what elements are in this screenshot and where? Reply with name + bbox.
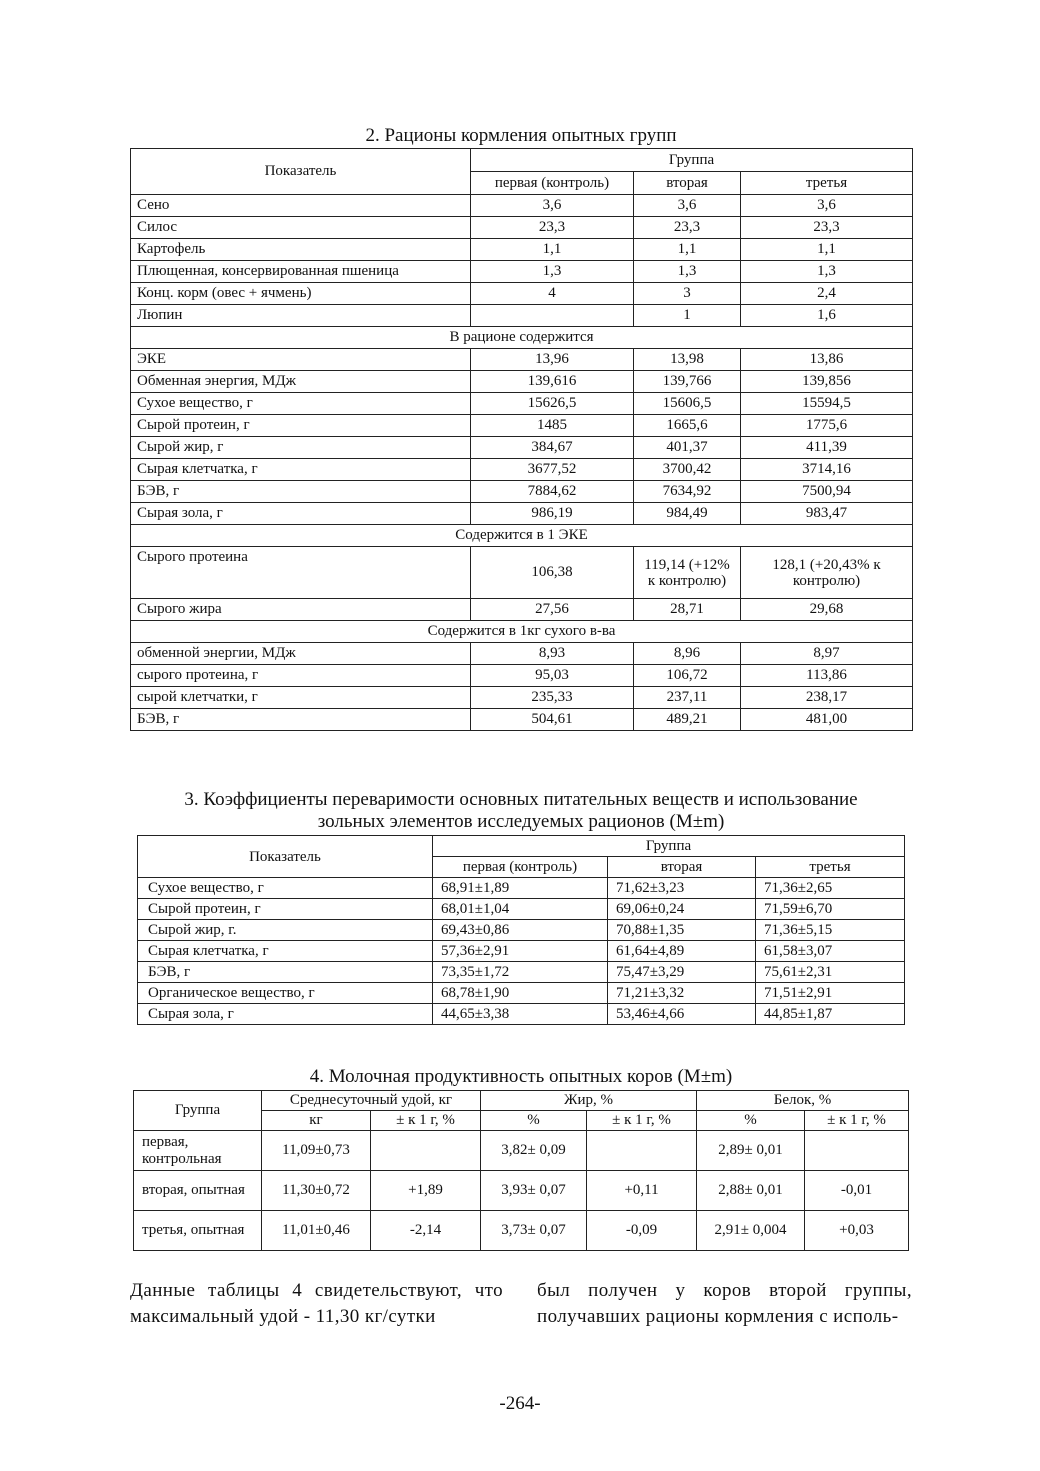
table-row: Сырая зола, г 44,65±3,38 53,46±4,66 44,85±1,87 xyxy=(138,1004,905,1025)
t4-sub-kg: кг xyxy=(262,1111,371,1131)
table-row: Сырого жира 27,56 28,71 29,68 xyxy=(131,599,913,621)
table2-title: 2. Рационы кормления опытных групп xyxy=(365,125,677,146)
t4-sub-pct2: % xyxy=(697,1111,805,1131)
t4-sub-diff1: ± к 1 г, % xyxy=(371,1111,481,1131)
table-row: обменной энергии, МДж 8,93 8,96 8,97 xyxy=(131,643,913,665)
t2-header-indicator: Показатель xyxy=(131,149,471,195)
t3-header-indicator: Показатель xyxy=(138,836,433,878)
table-row: Органическое вещество, г 68,78±1,90 71,21±3,32 71,51±2,91 xyxy=(138,983,905,1004)
table3-title-line1: 3. Коэффициенты переваримости основных питательных веществ и использование xyxy=(184,789,858,810)
table3-title-line2: зольных элементов исследуемых рационов (M±m) xyxy=(317,811,725,832)
t2-section-ration: В рационе содержится xyxy=(131,327,913,349)
table-row: Сырой протеин, г 68,01±1,04 69,06±0,24 71,59±6,70 xyxy=(138,899,905,920)
table-row: Сырой протеин, г 1485 1665,6 1775,6 xyxy=(131,415,913,437)
table-row: Силос 23,3 23,3 23,3 xyxy=(131,217,913,239)
table2 xyxy=(130,148,913,731)
t2-section-drymatter: Содержится в 1кг сухого в-ва xyxy=(131,621,913,643)
t4-sub-diff3: ± к 1 г, % xyxy=(805,1111,909,1131)
table-row: БЭВ, г 73,35±1,72 75,47±3,29 75,61±2,31 xyxy=(138,962,905,983)
t4-header-group: Группа xyxy=(134,1091,262,1131)
page-number: -264- xyxy=(499,1393,541,1414)
table-row: сырого протеина, г 95,03 106,72 113,86 xyxy=(131,665,913,687)
table-row: Сырая клетчатка, г 57,36±2,91 61,64±4,89 61,58±3,07 xyxy=(138,941,905,962)
table-row: Сухое вещество, г 15626,5 15606,5 15594,5 xyxy=(131,393,913,415)
table-row: Сырая зола, г 986,19 984,49 983,47 xyxy=(131,503,913,525)
t2-section-eke: Содержится в 1 ЭКЕ xyxy=(131,525,913,547)
t2-header-col3: третья xyxy=(741,172,913,195)
paragraph-left: Данные таблицы 4 свидетельствуют, что максимальный удой - 11,30 кг/сутки xyxy=(130,1280,503,1327)
table-row: Сухое вещество, г 68,91±1,89 71,62±3,23 71,36±2,65 xyxy=(138,878,905,899)
table3 xyxy=(137,835,905,1025)
table-row: Люпин 1 1,6 xyxy=(131,305,913,327)
table4-title: 4. Молочная продуктивность опытных коров (M±m) xyxy=(309,1066,733,1087)
t3-header-col3: третья xyxy=(756,857,905,878)
table-row: Сырого протеина 106,38 119,14 (+12% к контролю) 128,1 (+20,43% к контролю) xyxy=(131,547,913,599)
table-row: Сырой жир, г 384,67 401,37 411,39 xyxy=(131,437,913,459)
t2-header-col2: вторая xyxy=(634,172,741,195)
table-row: БЭВ, г 7884,62 7634,92 7500,94 xyxy=(131,481,913,503)
table-row: третья, опытная 11,01±0,46 -2,14 3,73± 0,07 -0,09 2,91± 0,004 +0,03 xyxy=(134,1211,909,1251)
t3-header-group: Группа xyxy=(433,836,905,857)
table-row: Конц. корм (овес + ячмень) 4 3 2,4 xyxy=(131,283,913,305)
t4-sub-diff2: ± к 1 г, % xyxy=(587,1111,697,1131)
table-row: ЭКЕ 13,96 13,98 13,86 xyxy=(131,349,913,371)
table-row: Картофель 1,1 1,1 1,1 xyxy=(131,239,913,261)
t4-header-fat: Жир, % xyxy=(481,1091,697,1111)
paragraph-right: был получен у коров второй группы, получавших рационы кормления с исполь- xyxy=(537,1280,912,1327)
table-row: Сырая клетчатка, г 3677,52 3700,42 3714,16 xyxy=(131,459,913,481)
t2-header-group: Группа xyxy=(471,149,913,172)
t3-header-col2: вторая xyxy=(608,857,756,878)
table-row: Сырой жир, г. 69,43±0,86 70,88±1,35 71,36±5,15 xyxy=(138,920,905,941)
t3-header-col1: первая (контроль) xyxy=(433,857,608,878)
table-row: БЭВ, г 504,61 489,21 481,00 xyxy=(131,709,913,731)
table-row: Сено 3,6 3,6 3,6 xyxy=(131,195,913,217)
t4-header-yield: Среднесуточный удой, кг xyxy=(262,1091,481,1111)
t4-header-protein: Белок, % xyxy=(697,1091,909,1111)
table-row: Обменная энергия, МДж 139,616 139,766 139,856 xyxy=(131,371,913,393)
t4-sub-pct1: % xyxy=(481,1111,587,1131)
table-row: сырой клетчатки, г 235,33 237,11 238,17 xyxy=(131,687,913,709)
table-row: Плющенная, консервированная пшеница 1,3 1,3 1,3 xyxy=(131,261,913,283)
t2-header-col1: первая (контроль) xyxy=(471,172,634,195)
table4 xyxy=(133,1090,909,1251)
table-row: вторая, опытная 11,30±0,72 +1,89 3,93± 0,07 +0,11 2,88± 0,01 -0,01 xyxy=(134,1171,909,1211)
table-row: первая, контрольная 11,09±0,73 3,82± 0,09 2,89± 0,01 xyxy=(134,1131,909,1171)
